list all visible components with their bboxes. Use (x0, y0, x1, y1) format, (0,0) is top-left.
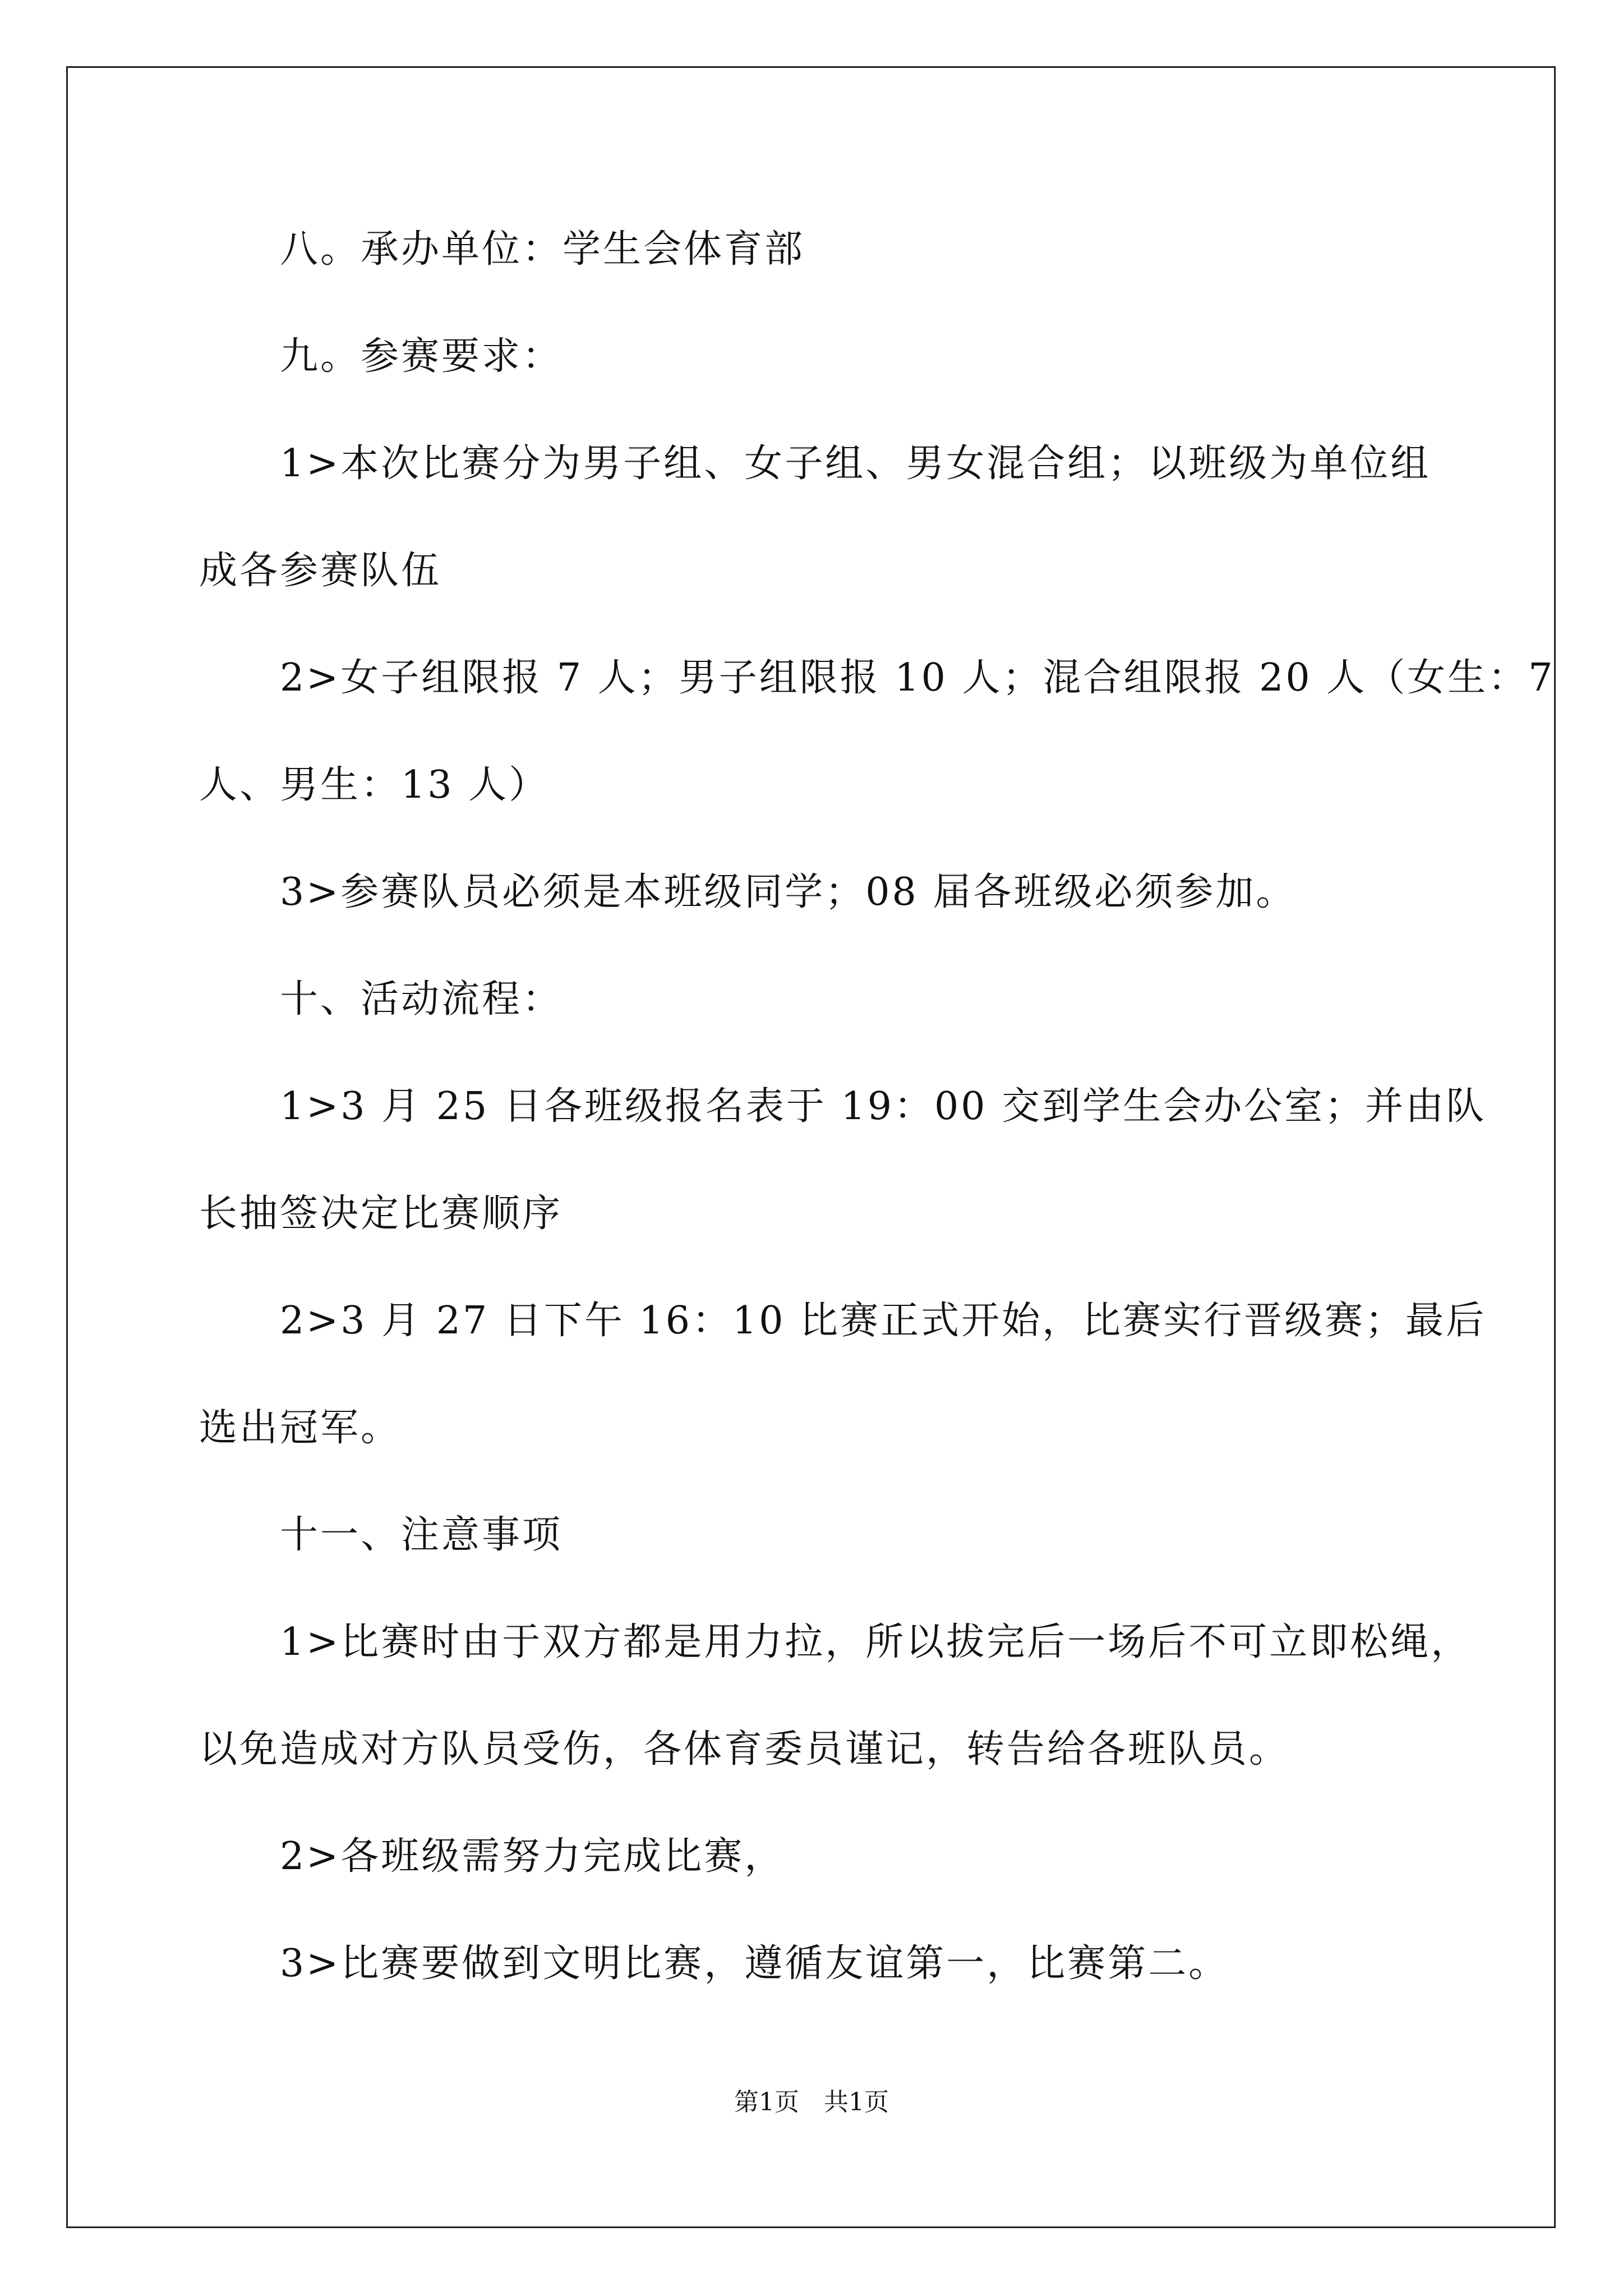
text-line: 2>各班级需努力完成比赛， (199, 1834, 785, 1879)
text-line: 1>比赛时由于双方都是用力拉，所以拔完后一场后不可立即松绳， (199, 1620, 1472, 1664)
text-line: 3>参赛队员必须是本班级同学；08 届各班级必须参加。 (199, 870, 1297, 914)
text-line: 八。承办单位：学生会体育部 (199, 227, 805, 272)
text-line: 选出冠军。 (199, 1406, 402, 1450)
text-line: 2>女子组限报 7 人；男子组限报 10 人；混合组限报 20 人（女生：7 (199, 656, 1555, 700)
text-line: 人、男生：13 人） (199, 763, 550, 807)
text-line: 3>比赛要做到文明比赛，遵循友谊第一，比赛第二。 (199, 1941, 1229, 1986)
text-line: 1>本次比赛分为男子组、女子组、男女混合组；以班级为单位组 (199, 441, 1431, 486)
text-line: 十、活动流程： (199, 977, 563, 1022)
text-line: 长抽签决定比赛顺序 (199, 1191, 563, 1236)
text-line: 2>3 月 27 日下午 16：10 比赛正式开始，比赛实行晋级赛；最后 (199, 1299, 1487, 1343)
text-line: 九。参赛要求： (199, 334, 563, 379)
page-border (66, 66, 1556, 2228)
text-line: 成各参赛队伍 (199, 549, 442, 593)
page-footer: 第1页 共1页 (734, 2088, 889, 2116)
text-line: 十一、注意事项 (199, 1513, 563, 1557)
text-line: 以免造成对方队员受伤，各体育委员谨记，转告给各班队员。 (199, 1727, 1290, 1772)
text-line: 1>3 月 25 日各班级报名表于 19：00 交到学生会办公室；并由队 (199, 1084, 1487, 1129)
